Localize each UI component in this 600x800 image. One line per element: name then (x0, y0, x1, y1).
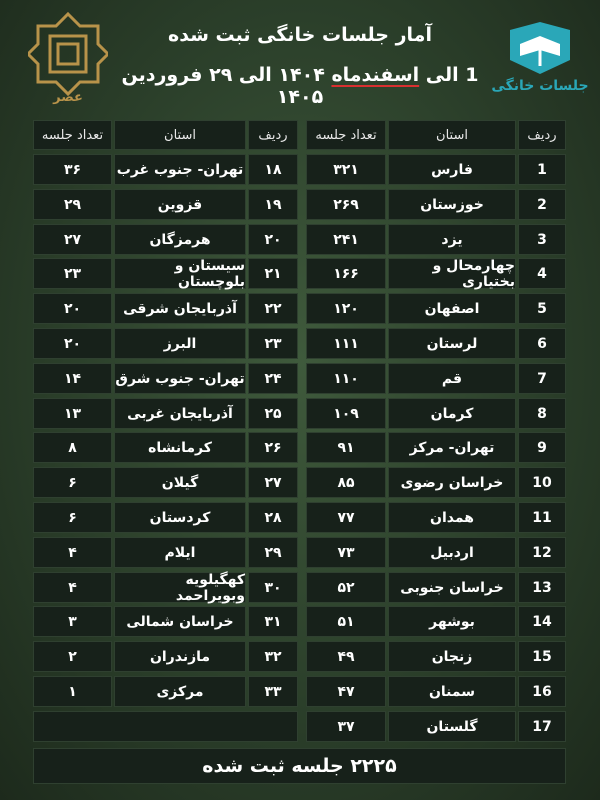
left-row-count: ۲۹ (33, 189, 112, 220)
left-row-province: مازندران (114, 641, 246, 672)
right-row-count: ۳۷ (306, 711, 386, 742)
left-row-count: ۸ (33, 432, 112, 463)
left-header-province: استان (114, 120, 246, 150)
right-row-province: اصفهان (388, 293, 516, 324)
right-row-number: 16 (518, 676, 566, 707)
right-row-count: ۴۷ (306, 676, 386, 707)
right-row-count: ۲۶۹ (306, 189, 386, 220)
left-row-province: کهگیلویه وبویراحمد (114, 572, 246, 603)
right-row-count: ۴۹ (306, 641, 386, 672)
left-row-count: ۴ (33, 537, 112, 568)
right-header-count: تعداد جلسه (306, 120, 386, 150)
right-row-number: 4 (518, 258, 566, 289)
right-row-number: 7 (518, 363, 566, 394)
left-row-province: آذربایجان شرقی (114, 293, 246, 324)
page-title: آمار جلسات خانگی ثبت شده (168, 24, 432, 46)
right-row-number: 8 (518, 398, 566, 429)
left-row-count: ۲۷ (33, 224, 112, 255)
page-subtitle (110, 64, 490, 108)
left-row-count: ۱۴ (33, 363, 112, 394)
right-row-count: ۳۲۱ (306, 154, 386, 185)
left-row-province: سیستان و بلوچستان (114, 258, 246, 289)
right-row-number: 17 (518, 711, 566, 742)
right-row-number: 15 (518, 641, 566, 672)
left-row-number: ۲۸ (248, 502, 298, 533)
right-row-province: خراسان رضوی (388, 467, 516, 498)
right-row-count: ۷۳ (306, 537, 386, 568)
right-row-count: ۸۵ (306, 467, 386, 498)
right-row-number: 2 (518, 189, 566, 220)
left-row-count: ۲۰ (33, 293, 112, 324)
right-header-province: استان (388, 120, 516, 150)
left-row-number: ۳۲ (248, 641, 298, 672)
left-row-number: ۳۳ (248, 676, 298, 707)
right-row-count: ۷۷ (306, 502, 386, 533)
left-row-number: ۲۰ (248, 224, 298, 255)
left-row-number: ۳۱ (248, 606, 298, 637)
right-row-number: 9 (518, 432, 566, 463)
left-row-province: ایلام (114, 537, 246, 568)
left-row-number: ۲۹ (248, 537, 298, 568)
right-header-row: ردیف (518, 120, 566, 150)
left-row-count: ۱ (33, 676, 112, 707)
right-row-number: 5 (518, 293, 566, 324)
right-row-number: 1 (518, 154, 566, 185)
left-row-province: هرمزگان (114, 224, 246, 255)
right-row-province: لرستان (388, 328, 516, 359)
home-book-icon (490, 22, 590, 112)
header (0, 0, 600, 110)
right-row-number: 14 (518, 606, 566, 637)
left-row-count: ۴ (33, 572, 112, 603)
left-row-number: ۳۰ (248, 572, 298, 603)
right-row-number: 11 (518, 502, 566, 533)
left-row-number: ۲۱ (248, 258, 298, 289)
right-row-number: 13 (518, 572, 566, 603)
home-sessions-logo-text: جلسات خانگی (491, 78, 589, 94)
left-empty-cell (33, 711, 298, 742)
right-row-count: ۲۴۱ (306, 224, 386, 255)
right-row-count: ۱۱۱ (306, 328, 386, 359)
left-row-count: ۲۳ (33, 258, 112, 289)
left-row-number: ۲۶ (248, 432, 298, 463)
left-row-province: البرز (114, 328, 246, 359)
left-row-province: مرکزی (114, 676, 246, 707)
left-row-province: قزوین (114, 189, 246, 220)
right-row-province: همدان (388, 502, 516, 533)
right-row-province: زنجان (388, 641, 516, 672)
left-row-number: ۲۴ (248, 363, 298, 394)
left-row-count: ۳۶ (33, 154, 112, 185)
right-row-province: تهران- مرکز (388, 432, 516, 463)
left-row-province: تهران- جنوب غرب (114, 154, 246, 185)
right-row-province: یزد (388, 224, 516, 255)
right-row-count: ۱۰۹ (306, 398, 386, 429)
right-row-province: فارس (388, 154, 516, 185)
left-row-count: ۶ (33, 467, 112, 498)
left-row-count: ۶ (33, 502, 112, 533)
right-row-province: قم (388, 363, 516, 394)
right-row-count: ۵۲ (306, 572, 386, 603)
left-row-number: ۲۷ (248, 467, 298, 498)
home-sessions-logo (490, 22, 590, 112)
subtitle-prefix: 1 الی (419, 64, 479, 86)
left-row-count: ۲ (33, 641, 112, 672)
asr-logo-text: عصر (53, 90, 83, 105)
left-row-count: ۱۳ (33, 398, 112, 429)
left-row-province: کردستان (114, 502, 246, 533)
subtitle-month: اسفندماه (331, 64, 420, 86)
right-row-count: ۱۲۰ (306, 293, 386, 324)
right-row-count: ۹۱ (306, 432, 386, 463)
right-row-number: 6 (518, 328, 566, 359)
right-row-province: کرمان (388, 398, 516, 429)
left-row-count: ۳ (33, 606, 112, 637)
subtitle-suffix: ۱۴۰۴ الی ۲۹ فروردین ۱۴۰۵ (121, 64, 332, 108)
right-row-province: خوزستان (388, 189, 516, 220)
left-row-number: ۲۲ (248, 293, 298, 324)
right-row-province: بوشهر (388, 606, 516, 637)
right-row-province: گلستان (388, 711, 516, 742)
right-row-province: چهارمحال و بختیاری (388, 258, 516, 289)
left-row-province: کرمانشاه (114, 432, 246, 463)
left-header-row: ردیف (248, 120, 298, 150)
left-row-number: ۲۵ (248, 398, 298, 429)
right-row-province: خراسان جنوبی (388, 572, 516, 603)
right-row-count: ۵۱ (306, 606, 386, 637)
left-row-count: ۲۰ (33, 328, 112, 359)
total-sessions: ۲۲۲۵ جلسه ثبت شده (33, 748, 566, 784)
left-row-province: آذربایجان غربی (114, 398, 246, 429)
right-row-province: سمنان (388, 676, 516, 707)
left-header-count: تعداد جلسه (33, 120, 112, 150)
left-row-province: گیلان (114, 467, 246, 498)
right-row-count: ۱۶۶ (306, 258, 386, 289)
left-row-province: تهران- جنوب شرق (114, 363, 246, 394)
right-row-number: 10 (518, 467, 566, 498)
left-row-number: ۱۹ (248, 189, 298, 220)
right-row-count: ۱۱۰ (306, 363, 386, 394)
right-row-number: 3 (518, 224, 566, 255)
left-row-number: ۱۸ (248, 154, 298, 185)
right-row-number: 12 (518, 537, 566, 568)
left-row-province: خراسان شمالی (114, 606, 246, 637)
right-row-province: اردبیل (388, 537, 516, 568)
left-row-number: ۲۳ (248, 328, 298, 359)
